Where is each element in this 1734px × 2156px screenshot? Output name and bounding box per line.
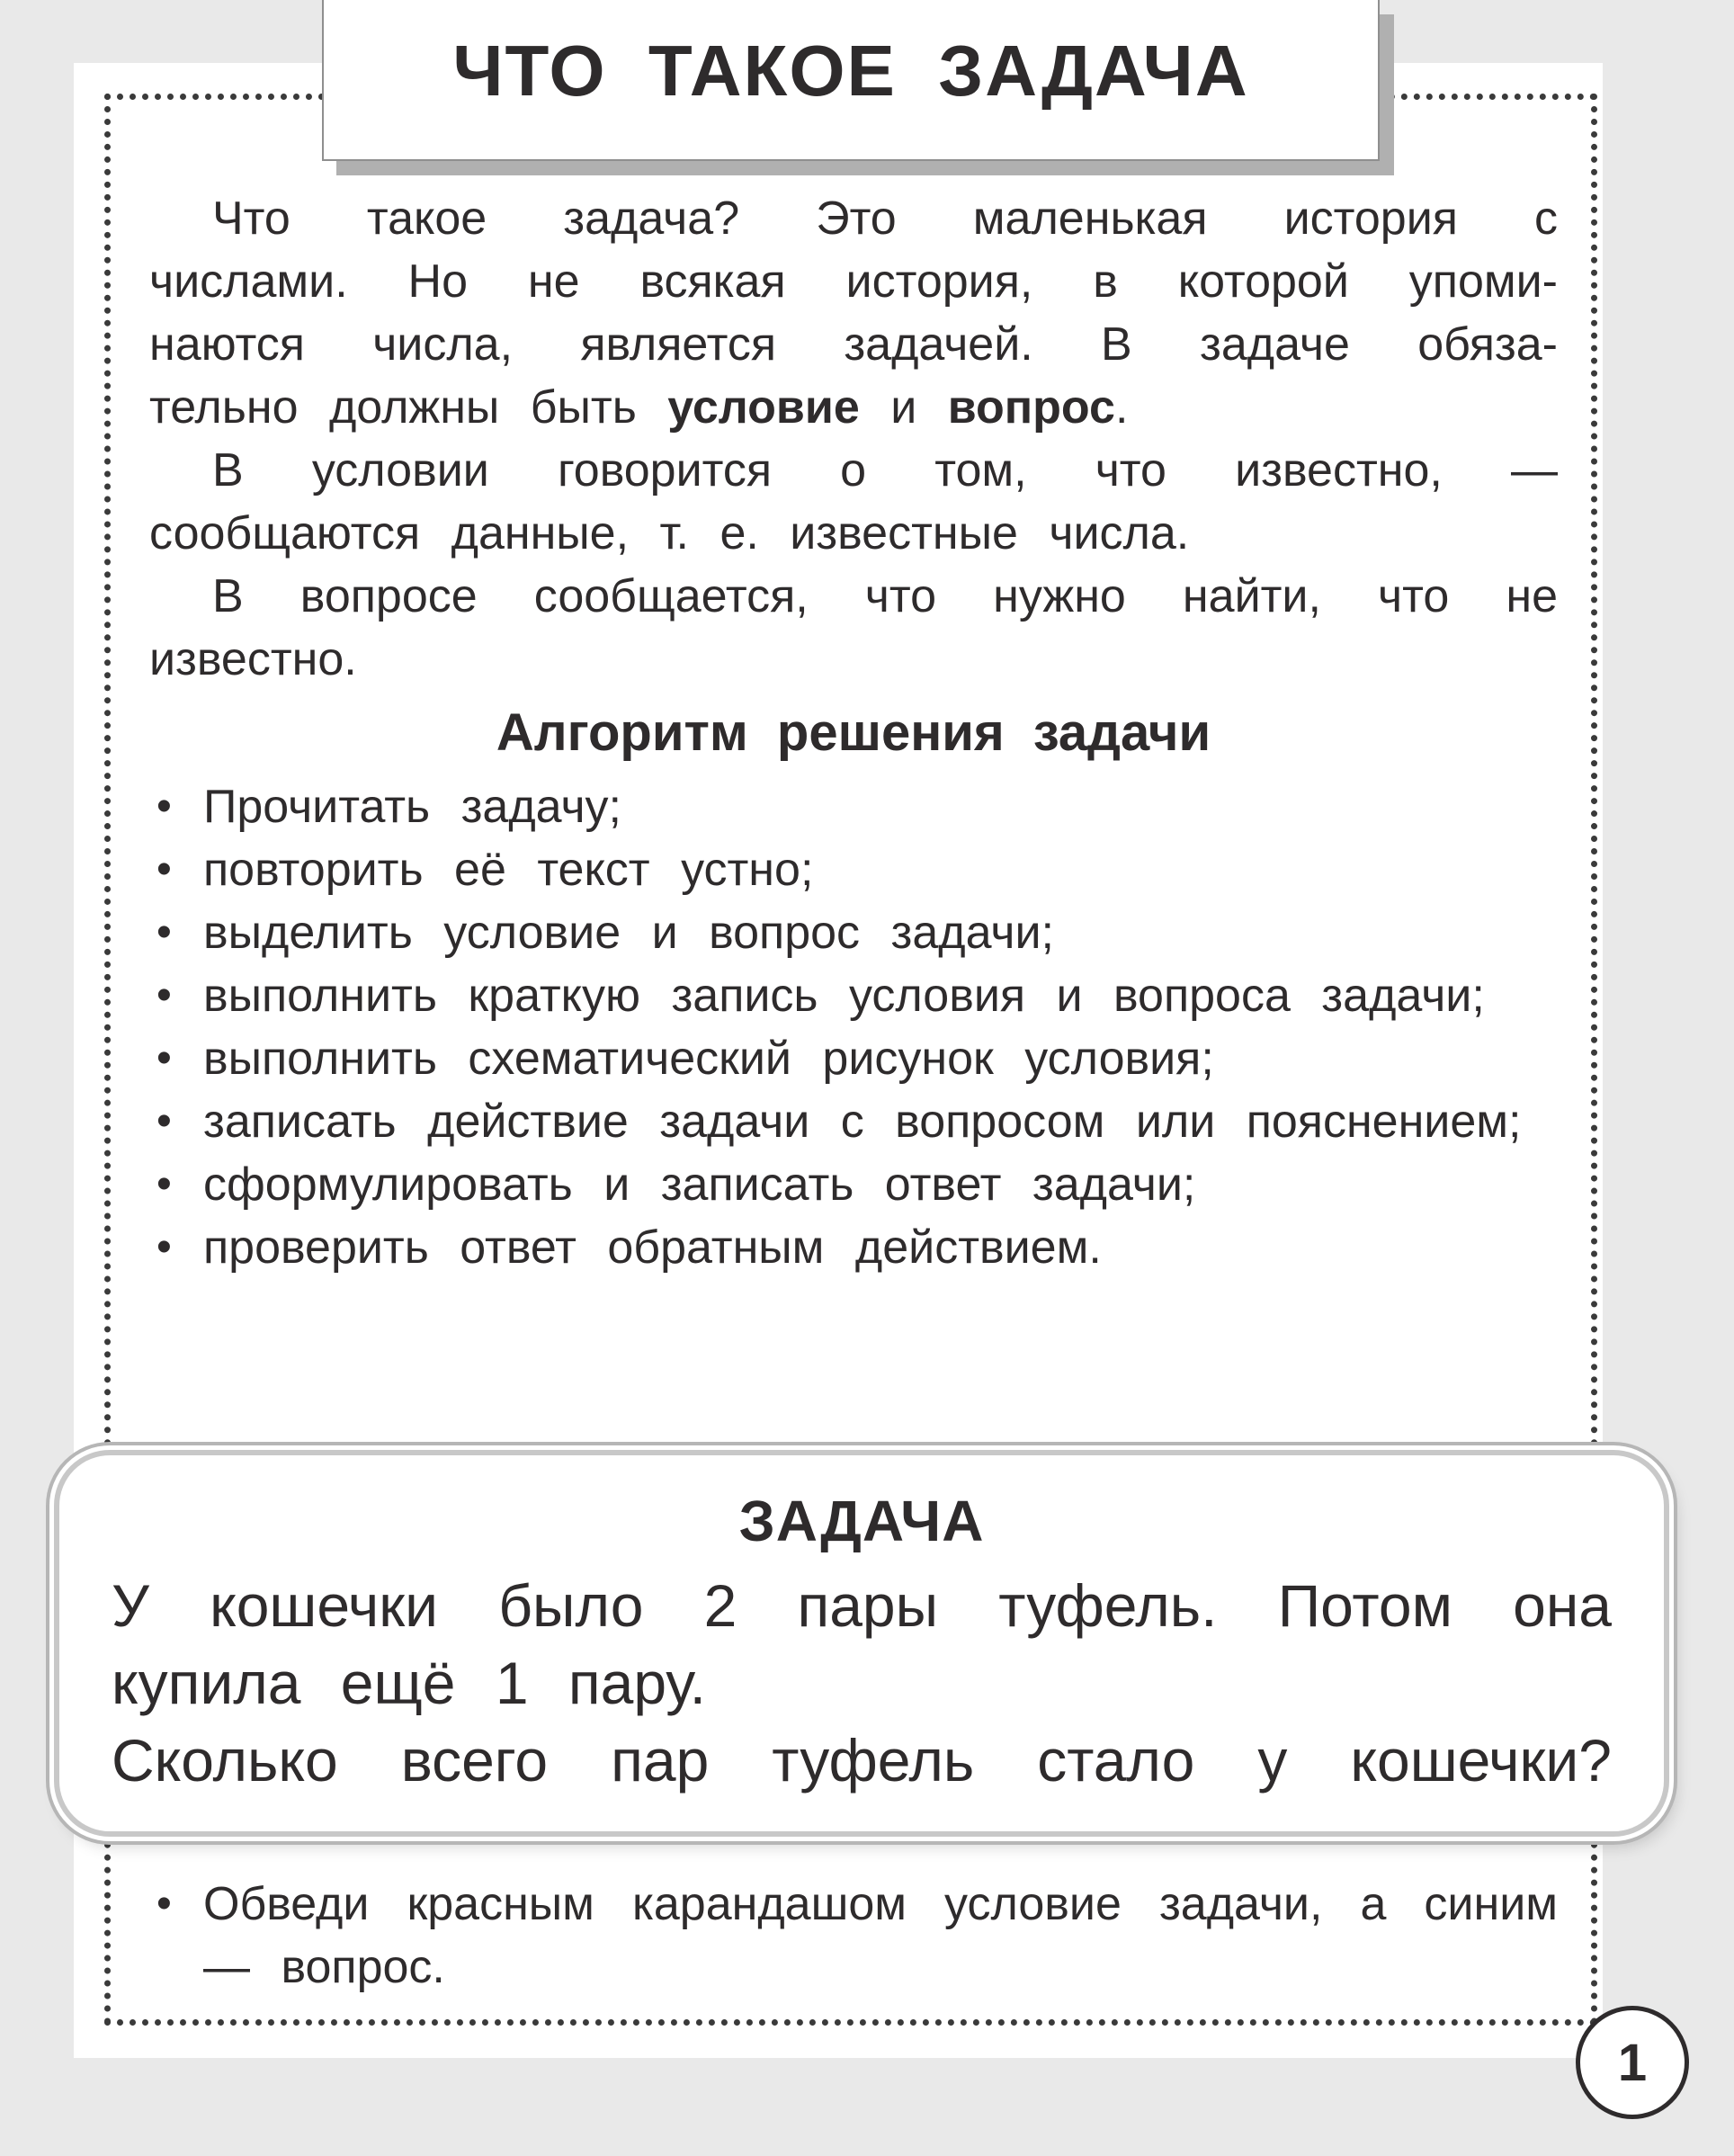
intro-text: .: [1114, 381, 1129, 434]
title-box: [322, 0, 1380, 161]
intro-line-2: числами. Но не всякая история, в которой упоми-: [149, 255, 1558, 308]
page-number: 1: [1576, 2006, 1689, 2119]
list-item: • сформулировать и записать ответ задачи;: [149, 1153, 1558, 1216]
condition-line-1: В условии говорится о том, что известно, —: [212, 444, 1558, 497]
task-heading: ЗАДАЧА: [738, 1489, 985, 1553]
question-line-1: В вопросе сообщается, что нужно найти, что не: [212, 570, 1558, 622]
algorithm-steps: [149, 775, 1558, 1279]
list-item: • проверить ответ обратным действием.: [149, 1216, 1558, 1279]
question-line-2: известно.: [149, 633, 357, 685]
instruction-list: [149, 1873, 1558, 1999]
bold-term-condition: условие: [667, 381, 860, 434]
list-item: • выполнить краткую запись условия и вопроса задачи;: [149, 964, 1558, 1027]
algorithm-heading: Алгоритм решения задачи: [496, 703, 1211, 762]
task-box: [54, 1450, 1669, 1837]
intro-line-4: [149, 376, 1558, 439]
page-title: ЧТО ТАКОЕ ЗАДАЧА: [452, 30, 1249, 111]
instruction-item: • Обведи красным карандашом условие задачи, а синим — вопрос.: [149, 1873, 1558, 1999]
bold-term-question: вопрос: [947, 381, 1115, 434]
task-line: Сколько всего пар туфель стало у кошечки?: [112, 1727, 1612, 1794]
intro-text: и: [859, 381, 948, 434]
condition-line-2: сообщаются данные, т. е. известные числа.: [149, 507, 1190, 559]
instruction: [149, 1873, 1558, 1999]
list-item: • записать действие задачи с вопросом или пояснением;: [149, 1090, 1558, 1153]
content: [149, 187, 1558, 1279]
task-line: У кошечки было 2 пары туфель. Потом она: [112, 1572, 1612, 1639]
list-item: • выполнить схематический рисунок условия;: [149, 1027, 1558, 1090]
list-item: • Прочитать задачу;: [149, 775, 1558, 838]
task-text: [112, 1567, 1612, 1799]
task-line: купила ещё 1 пару.: [112, 1650, 707, 1716]
list-item: • выделить условие и вопрос задачи;: [149, 901, 1558, 964]
intro-line-3: наются числа, является задачей. В задаче обяза-: [149, 318, 1558, 371]
intro-line-1: Что такое задача? Это маленькая история с: [212, 192, 1558, 245]
list-item: • повторить её текст устно;: [149, 838, 1558, 901]
intro-text: тельно должны быть: [149, 381, 668, 434]
